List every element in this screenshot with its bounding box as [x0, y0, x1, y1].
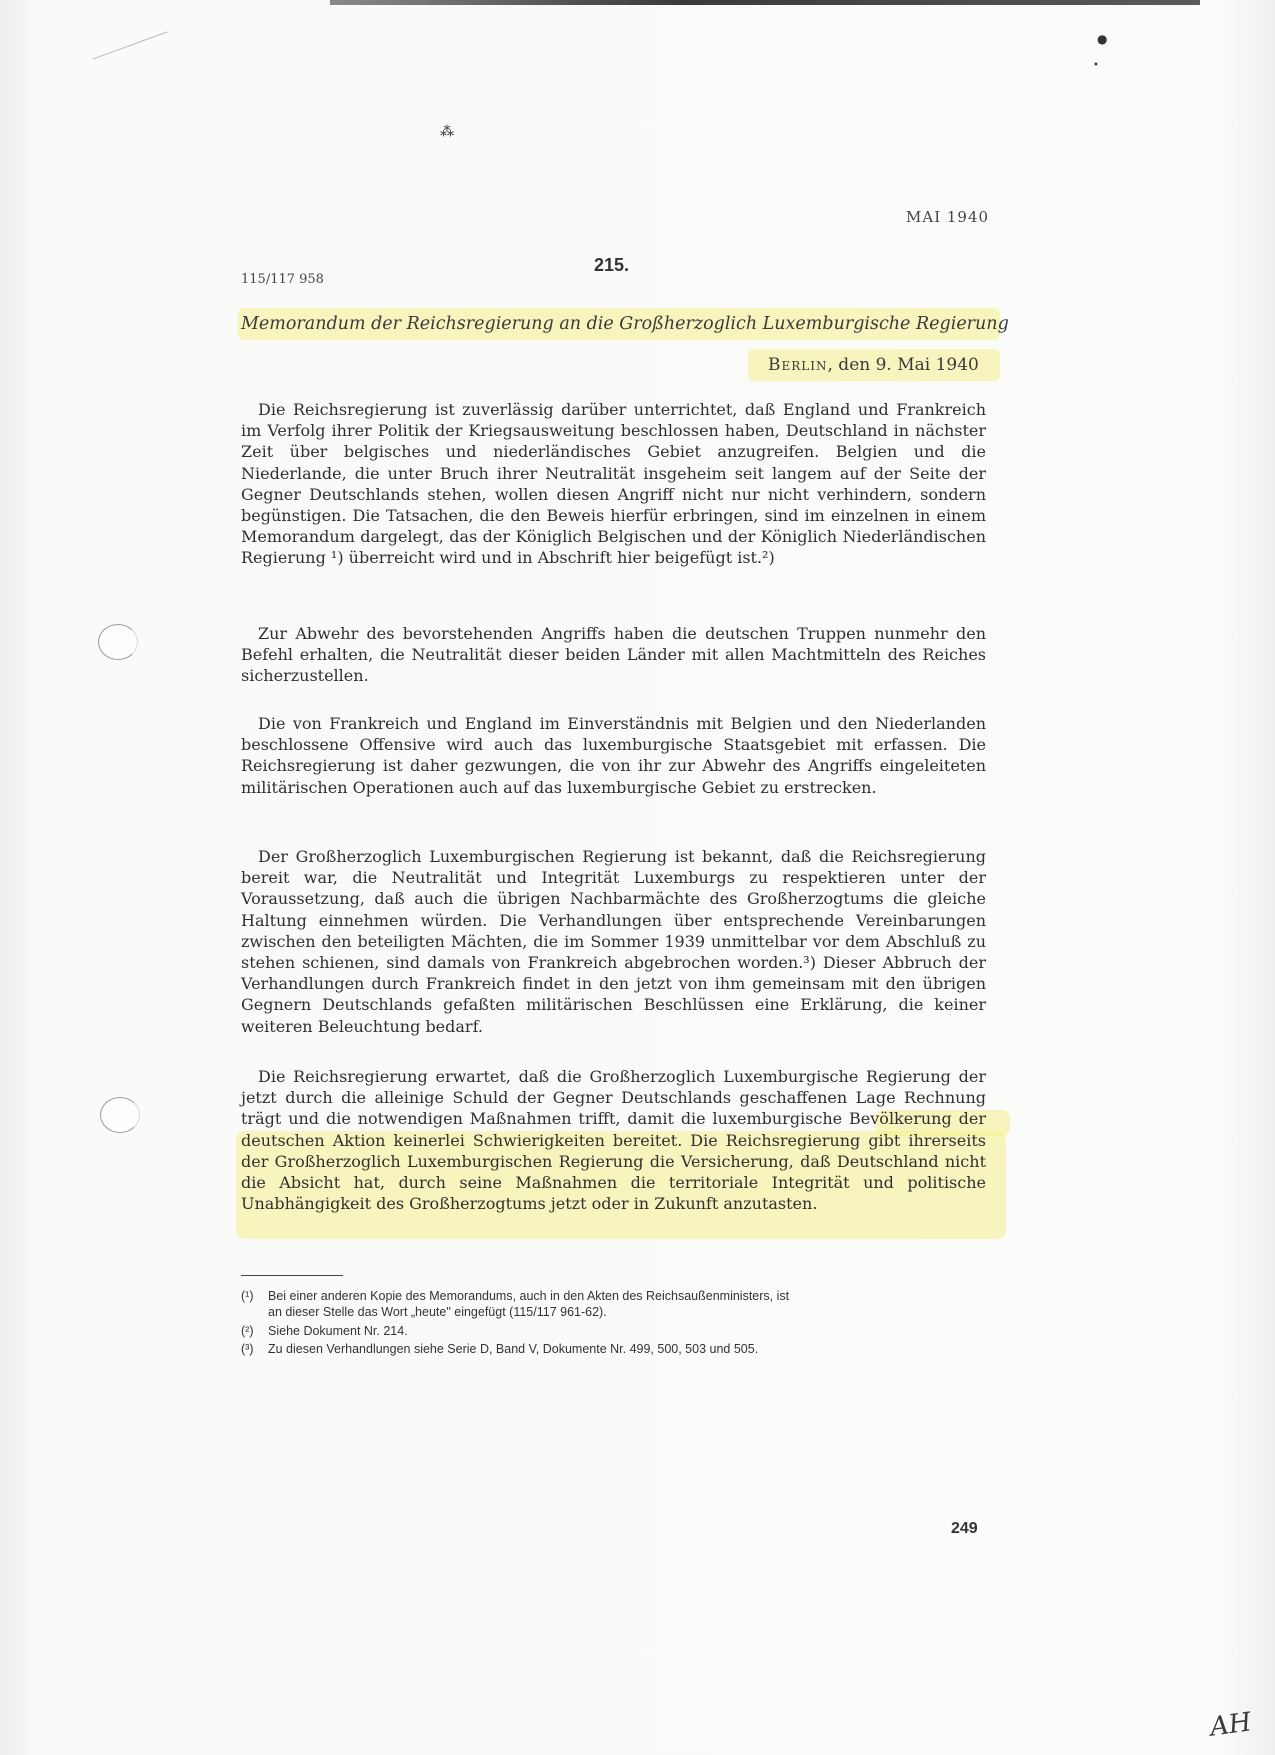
ink-smudge: ●: [1097, 32, 1108, 46]
place-city: Berlin: [768, 355, 828, 375]
place-date: , den 9. Mai 1940: [827, 355, 979, 375]
footnote-text: Zu diesen Verhandlungen siehe Serie D, Band V, Dokumente Nr. 499, 500, 503 und 505.: [268, 1342, 759, 1356]
footnote-text: Bei einer anderen Kopie des Memorandums, auch in den Akten des Reichsaußenministers, ist: [268, 1289, 790, 1303]
footnote-3: [241, 1341, 986, 1357]
paragraph-1: Die Reichsregierung ist zuverlässig darüber unterrichtet, daß England und Frankreich im Verfolg ihrer Politik der Kriegsausweitung beschlossen haben, Deutschland in nächster Zeit über belgisches und niederländisches Gebiet anzugreifen. Belgien und die Niederlande, die unter Bruch ihrer Neutralität insgeheim seit langem auf der Seite der Gegner Deutschlands stehen, wollen diesen Angriff nicht nur nicht verhindern, sondern begünstigen. Die Tatsachen, die den Beweis hierfür erbringen, sind im einzelnen in einem Memorandum dargelegt, das der Königlich Belgischen und der Königlich Niederländischen Regierung ¹) überreicht wird und in Abschrift hier beigefügt ist.²): [241, 400, 986, 568]
file-reference: 115/117 958: [241, 272, 324, 287]
punch-hole: [98, 624, 138, 660]
footnote-2: [241, 1323, 986, 1339]
footnote-mark: (³): [241, 1342, 254, 1356]
footnote-1: [241, 1288, 986, 1320]
paragraph-5: Die Reichsregierung erwartet, daß die Großherzoglich Luxemburgische Regierung der jetzt durch die alleinige Schuld der Gegner Deutschlands geschaffenen Lage Rechnung trägt und die notwendigen Maßnahmen trifft, damit die luxemburgische Bevölkerung der deutschen Aktion keinerlei Schwierigkeiten bereitet. Die Reichsregierung gibt ihrerseits der Großherzoglich Luxemburgischen Regierung die Versicherung, daß Deutschland nicht die Absicht hat, durch seine Maßnahmen die territoriale Integrität und politische Unabhängigkeit des Großherzogtums jetzt oder in Zukunft anzutasten.: [241, 1067, 986, 1214]
scan-top-edge: [330, 0, 1200, 5]
ink-smudge: ⁂: [440, 124, 454, 140]
footnote-mark: (¹): [241, 1289, 254, 1303]
document-number: 215.: [594, 255, 630, 275]
ink-smudge: •: [1093, 60, 1099, 71]
footnote-text-continued: an dieser Stelle das Wort „heute" eingefügt (115/117 961-62).: [268, 1305, 607, 1319]
footnote-rule: [241, 1275, 343, 1276]
page-number: 249: [951, 1520, 978, 1537]
place-date-line: [768, 355, 979, 375]
paragraph-3: Die von Frankreich und England im Einverständnis mit Belgien und den Niederlanden beschlossene Offensive wird auch das luxemburgische Staatsgebiet mit erfassen. Die Reichsregierung ist daher gezwungen, die von ihr zur Abwehr des Angriffs eingeleiteten militärischen Operationen auch auf das luxemburgische Gebiet zu erstrecken.: [241, 714, 986, 797]
paragraph-4: Der Großherzoglich Luxemburgischen Regierung ist bekannt, daß die Reichsregierung bereit war, die Neutralität und Integrität Luxemburgs zu respektieren unter der Voraussetzung, daß auch die übrigen Nachbarmächte des Großherzogtums die gleiche Haltung einnehmen würden. Die Verhandlungen über entsprechende Vereinbarungen zwischen den beteiligten Mächten, die im Sommer 1939 unmittelbar vor dem Abschluß zu stehen schienen, sind damals von Frankreich abgebrochen worden.³) Dieser Abbruch der Verhandlungen durch Frankreich findet in den jetzt von ihm gemeinsam mit den übrigen Gegnern Deutschlands gefaßten militärischen Beschlüssen eine Erklärung, die keiner weiteren Beleuchtung bedarf.: [241, 847, 986, 1036]
footnote-mark: (²): [241, 1324, 254, 1338]
paragraph-2: Zur Abwehr des bevorstehenden Angriffs haben die deutschen Truppen nunmehr den Befehl erhalten, die Neutralität dieser beiden Länder mit allen Machtmitteln des Reiches sicherzustellen.: [241, 624, 986, 686]
pencil-mark: [92, 31, 168, 59]
punch-hole: [100, 1097, 140, 1133]
handwritten-initials: AH: [1208, 1707, 1254, 1743]
header-date: MAI 1940: [906, 208, 990, 226]
footnote-text: Siehe Dokument Nr. 214.: [268, 1324, 408, 1338]
document-title: Memorandum der Reichsregierung an die Großherzoglich Luxemburgische Regierung: [241, 314, 1009, 334]
